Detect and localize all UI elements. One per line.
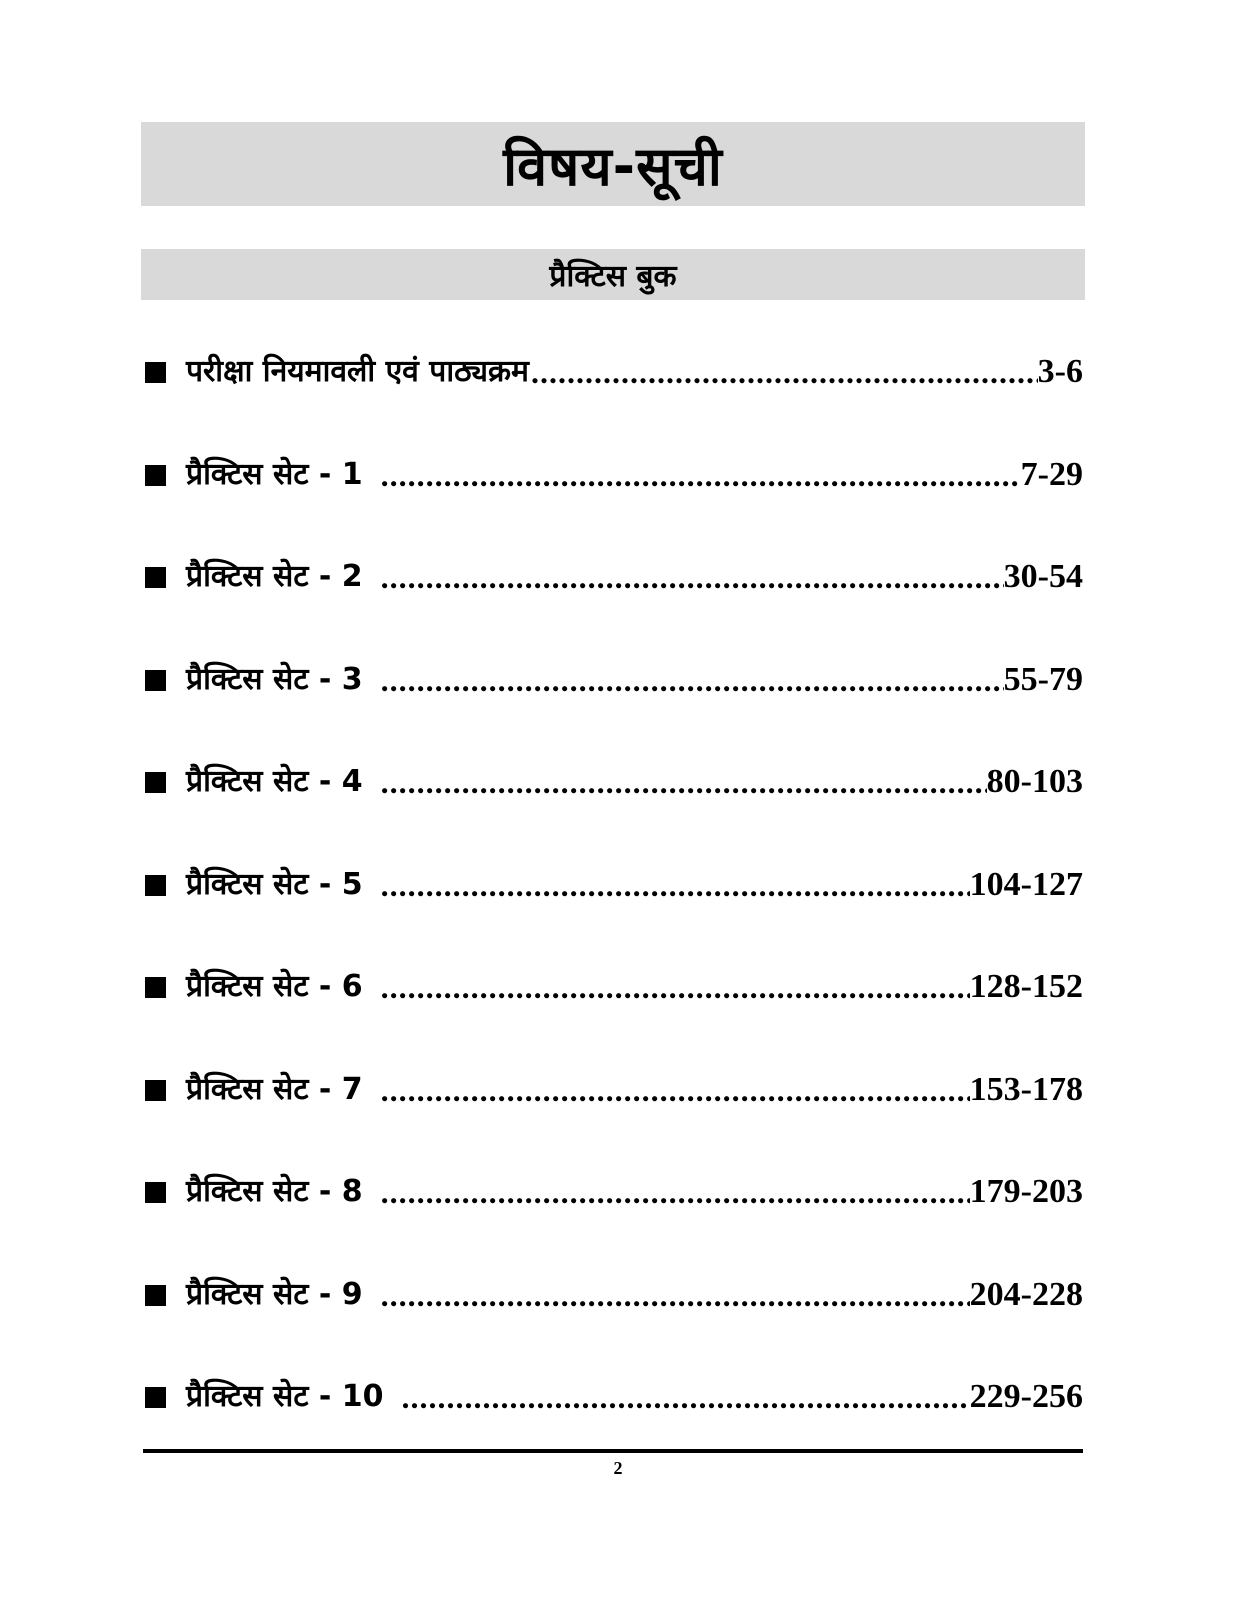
title-banner: [141, 122, 1085, 206]
dot-leader: [531, 350, 1038, 394]
toc-entry-set-6: [145, 965, 1083, 1068]
dot-leader: [381, 965, 970, 1009]
toc-entry-set-3: [145, 658, 1083, 761]
square-bullet-icon: [145, 1387, 166, 1408]
square-bullet-icon: [145, 875, 166, 896]
dot-leader: [381, 863, 970, 907]
toc-entry-pages: 204-228: [969, 1275, 1083, 1313]
toc-entry-label: परीक्षा नियमावली एवं पाठ्यक्रम: [186, 354, 529, 389]
square-bullet-icon: [145, 567, 166, 588]
toc-entry-set-9: [145, 1273, 1083, 1376]
dot-leader: [381, 1273, 970, 1317]
square-bullet-icon: [145, 1182, 166, 1203]
square-bullet-icon: [145, 1080, 166, 1101]
toc-entry-label: प्रैक्टिस सेट - 8: [186, 1174, 363, 1209]
toc-entry-pages: 80-103: [986, 763, 1083, 800]
table-of-contents: [145, 350, 1083, 1478]
toc-entry-label: प्रैक्टिस सेट - 4: [186, 764, 363, 799]
square-bullet-icon: [145, 977, 166, 998]
toc-entry-pages: 229-256: [969, 1378, 1083, 1415]
toc-entry-pages: 128-152: [969, 968, 1083, 1005]
dot-leader: [381, 658, 1004, 702]
toc-entry-set-1: [145, 453, 1083, 556]
toc-entry-pages: 3-6: [1037, 353, 1083, 390]
dot-leader: [381, 1068, 970, 1112]
toc-entry-label: प्रैक्टिस सेट - 2: [186, 559, 363, 594]
square-bullet-icon: [145, 772, 166, 793]
toc-entry-pages: 104-127: [969, 865, 1083, 903]
toc-entry-pages: 153-178: [969, 1070, 1083, 1108]
square-bullet-icon: [145, 670, 166, 691]
toc-entry-label: प्रैक्टिस सेट - 7: [186, 1071, 363, 1107]
toc-entry-label: प्रैक्टिस सेट - 1: [186, 456, 363, 492]
section-title: प्रैक्टिस बुक: [549, 259, 677, 294]
subtitle-banner: [141, 249, 1085, 300]
dot-leader: [381, 555, 1004, 599]
dot-leader: [381, 1170, 970, 1214]
toc-entry-set-2: [145, 555, 1083, 658]
toc-entry-set-7: [145, 1068, 1083, 1171]
dot-leader: [381, 760, 987, 804]
toc-entry-set-8: [145, 1170, 1083, 1273]
toc-entry-pages: 179-203: [969, 1173, 1083, 1210]
square-bullet-icon: [145, 362, 166, 383]
toc-entry-pages: 7-29: [1020, 455, 1083, 493]
page-number: 2: [613, 1458, 623, 1478]
toc-entry-label: प्रैक्टिस सेट - 6: [186, 969, 363, 1004]
dot-leader: [381, 453, 1021, 497]
square-bullet-icon: [145, 1285, 166, 1306]
toc-entry-set-4: [145, 760, 1083, 863]
toc-entry-label: प्रैक्टिस सेट - 3: [186, 661, 363, 697]
dot-leader: [402, 1375, 970, 1419]
toc-entry-pages: 55-79: [1003, 660, 1083, 698]
toc-entry-syllabus: [145, 350, 1083, 453]
toc-entry-label: प्रैक्टिस सेट - 5: [186, 866, 363, 902]
toc-entry-label: प्रैक्टिस सेट - 9: [186, 1276, 363, 1312]
toc-entry-set-5: [145, 863, 1083, 966]
toc-entry-label: प्रैक्टिस सेट - 10: [186, 1379, 384, 1414]
toc-entry-pages: 30-54: [1003, 558, 1083, 595]
footer-divider: [143, 1449, 1083, 1453]
page-title: विषय-सूची: [503, 135, 723, 198]
square-bullet-icon: [145, 465, 166, 486]
